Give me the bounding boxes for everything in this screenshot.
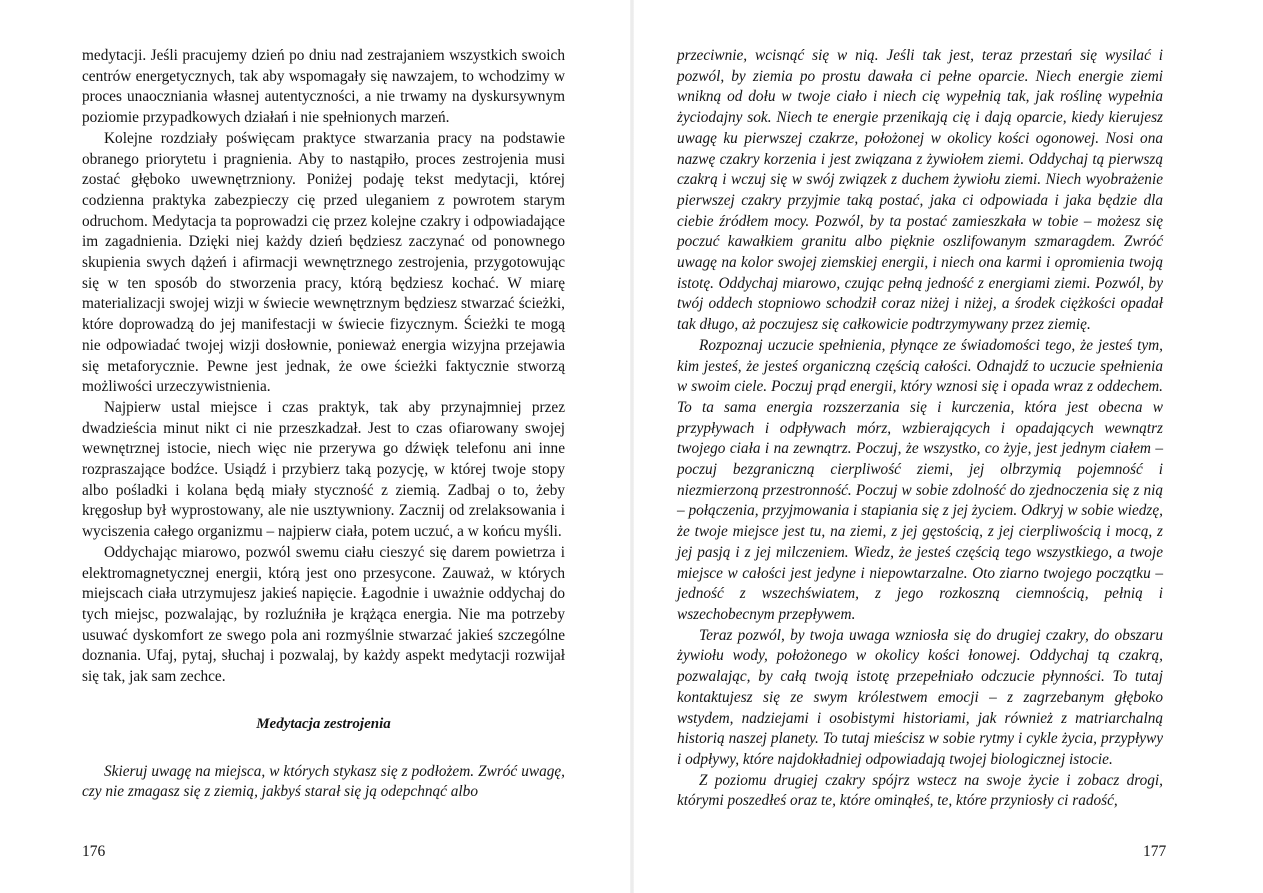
paragraph: Rozpoznaj uczucie spełnienia, płynące ze świadomości tego, że jesteś tym, kim jesteś, że jesteś organiczną częścią całości. Odnajdź to uczucie spełnienia w swoim ciele. Poczuj prąd energii, który wznosi się i opada wraz z oddechem. To ta sama energia rozszerzania się i kurczenia, która jest obecna w przypływach i odpływach mórz, wzbierających i opadających wewnątrz twojego ciała i na zewnątrz. Poczuj, że wszystko, co żyje, jest jednym ciałem – poczuj bezgraniczną cierpliwość ziemi, jej olbrzymią pojemność i niezmierzoną przestronność. Poczuj w sobie zdolność do zjednoczenia się z nią – połączenia, przyjmowania i stapiania się z jej życiem. Odkryj w sobie wiedzę, że twoje miejsce jest tu, na ziemi, z jej gęstością, z jej cierpliwością i mocą, z jej pasją i z jej milczeniem. Wiedz, że jesteś częścią tego wszystkiego, a twoje miejsce w całości jest jedyne i niepowtarzalne. Oto ziarno twojego początku – jedność z wszechświatem, z jego rozkoszną ciemnością, pełnią i wszechobecnym przepływem. xyxy=(677,336,1163,623)
left-page xyxy=(82,46,565,803)
page-number-left: 176 xyxy=(82,843,106,860)
paragraph: Kolejne rozdziały poświęcam praktyce stwarzania pracy na podstawie obranego priorytetu i pragnienia. Aby to nastąpiło, proces zestrojenia musi zostać głęboko uwewnętrzniony. Poniżej podaję tekst medytacji, której codzienna praktyka zabezpieczy cię przed uleganiem z powrotem starym odruchom. Medytacja ta poprowadzi cię przez kolejne czakry i odpowiadające im zagadnienia. Dzięki niej każdy dzień będziesz zaczynać od ponownego skupienia swych dążeń i afirmacji wewnętrznego zestrojenia, przygotowując się w ten sposób do stworzenia pracy, którą będziesz kochać. W miarę materializacji swojej wizji w świecie wewnętrznym będziesz stwarzać ścieżki, które doprowadzą do jej manifestacji w świecie fizycznym. Ścieżki te mogą nie odpowiadać twojej wizji dosłownie, ponieważ energia wizyjna przejawia się metaforycznie. Pewne jest jednak, że owe ścieżki faktycznie stworzą możliwości urzeczywistnienia. xyxy=(82,129,565,396)
paragraph: Teraz pozwól, by twoja uwaga wzniosła się do drugiej czakry, do obszaru żywiołu wody, położonego w okolicy kości łonowej. Oddychaj tą czakrą, pozwalając, by całą twoją istotę przepełniało odczucie płynności. To tutaj kontaktujesz się ze swym królestwem emocji – z zagrzebanym głęboko wstydem, nadziejami i osobistymi historiami, jak również z matriarchalną historią naszej planety. To tutaj mieścisz w sobie rytmy i cykle życia, przypływy i odpływy, które najdokładniej odpowiadają twojej biologicznej istocie. xyxy=(677,626,1163,768)
paragraph: Oddychając miarowo, pozwól swemu ciału cieszyć się darem powietrza i elektromagnetycznej energii, którą jest ono przesycone. Zauważ, w których miejscach ciała utrzymujesz jakieś napięcie. Łagodnie i uważnie oddychaj do tych miejsc, pozwalając, by rozluźniła je krążąca energia. Nie ma potrzeby usuwać dyskomfort ze swego pola ani rozmyślnie stwarzać jakieś szczególne doznania. Ufaj, pytaj, słuchaj i pozwalaj, by każdy aspekt medytacji rozwijał się tak, jak sam zechce. xyxy=(82,543,565,686)
paragraph: przeciwnie, wcisnąć się w nią. Jeśli tak jest, teraz przestań się wysilać i pozwól, by ziemia po prostu dawała ci pełne oparcie. Niech energie ziemi wnikną od dołu w twoje ciało i niech cię wypełnią tak, jak roślinę wypełnia życiodajny sok. Niech te energie przenikają cię i dają oparcie, kiedy kierujesz uwagę ku pierwszej czakrze, położonej w okolicy kości ogonowej. Nosi ona nazwę czakry korzenia i jest związana z żywiołem ziemi. Oddychaj tą pierwszą czakrą i wczuj się w swój związek z duchem żywiołu ziemi. Niech wyobrażenie pierwszej czakry przyjmie taką postać, jaka ci odpowiada i jaka będzie dla ciebie źródłem mocy. Pozwól, by ta postać zamieszkała w tobie – możesz się poczuć kawałkiem granitu albo pięknie oszlifowanym szmaragdem. Zwróć uwagę na kolor swojej ziemskiej energii, i niech ona karmi i opromienia twoją istotę. Oddychaj miarowo, czując pełną jedność z energiami ziemi. Pozwól, by twój oddech stopniowo schodził coraz niżej i niżej, a środek ciężkości opadał tak długo, aż poczujesz się całkowicie podtrzymywany przez ziemię. xyxy=(677,47,1163,334)
right-page xyxy=(677,46,1163,812)
page-gutter xyxy=(630,0,634,893)
left-page-text xyxy=(82,46,565,803)
right-page-text xyxy=(677,46,1163,812)
paragraph: Najpierw ustal miejsce i czas praktyk, tak aby przynajmniej przez dwadzieścia minut nikt ci nie przeszkadzał. Jest to czas ofiarowany swojej wewnętrznej istocie, niech więc nie przerywa go dźwięk telefonu ani inne rozpraszające bodźce. Usiądź i przybierz taką pozycję, w której twoje stopy albo pośladki i kolana będą miały styczność z ziemią. Zadbaj o to, żeby kręgosłup był wyprostowany, ale nie usztywniony. Zacznij od zrelaksowania i wyciszenia całego organizmu – najpierw ciała, potem uczuć, a w końcu myśli. xyxy=(82,398,565,541)
page-number-right: 177 xyxy=(1143,843,1167,860)
paragraph: medytacji. Jeśli pracujemy dzień po dniu nad zestrajaniem wszystkich swoich centrów energetycznych, tak aby wspomagały się nawzajem, to wchodzimy w proces unaoczniania własnej autentyczności, a nie trwamy na dyskursywnym poziomie przypadkowych działań i nie spełnionych marzeń. xyxy=(82,47,565,127)
paragraph: Z poziomu drugiej czakry spójrz wstecz na swoje życie i zobacz drogi, którymi poszedłeś oraz te, które ominąłeś, te, które przyniosły ci radość, xyxy=(677,771,1163,810)
paragraph: Skieruj uwagę na miejsca, w których stykasz się z podłożem. Zwróć uwagę, czy nie zmagasz się z ziemią, jakbyś starał się ją odepchnąć albo xyxy=(82,762,565,801)
section-heading: Medytacja zestrojenia xyxy=(256,715,391,732)
